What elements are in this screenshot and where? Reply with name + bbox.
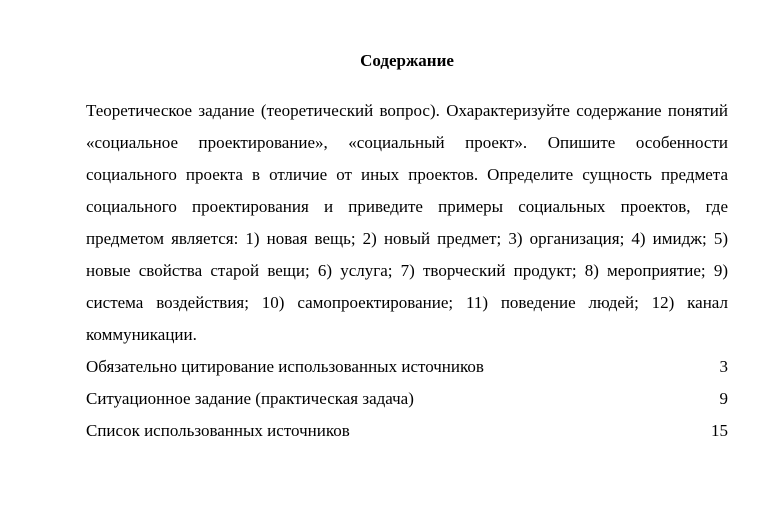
toc-entry-situational-page: 9 — [719, 389, 728, 408]
toc-entry-theoretical-last-line: Обязательно цитирование использованных источников — [86, 357, 484, 376]
toc-entry-situational-text: Ситуационное задание (практическая задача) — [86, 389, 414, 408]
toc-entry-sources — [86, 415, 728, 447]
toc-entry-situational — [86, 383, 728, 415]
toc-entry-theoretical — [86, 351, 728, 383]
toc-entry-theoretical-page: 3 — [719, 357, 728, 376]
toc-list — [86, 95, 728, 447]
toc-entry-theoretical-text: Теоретическое задание (теоретический вопрос). Охарактеризуйте содержание понятий «социальное проектирование», «социальный проект». Опишите особенности социального проекта в отличие от иных проектов. Определите сущность предмета социального проектирования и приведите примеры социальных проектов, где предметом является: 1) новая вещь; 2) новый предмет; 3) организация; 4) имидж; 5) новые свойства старой вещи; 6) услуга; 7) творческий продукт; 8) мероприятие; 9) система воздействия; 10) самопроектирование; 11) поведение людей; 12) канал коммуникации. — [86, 101, 728, 344]
toc-entry-sources-page: 15 — [711, 421, 728, 440]
toc-title: Содержание — [360, 51, 454, 70]
toc-entry-sources-text: Список использованных источников — [86, 421, 350, 440]
